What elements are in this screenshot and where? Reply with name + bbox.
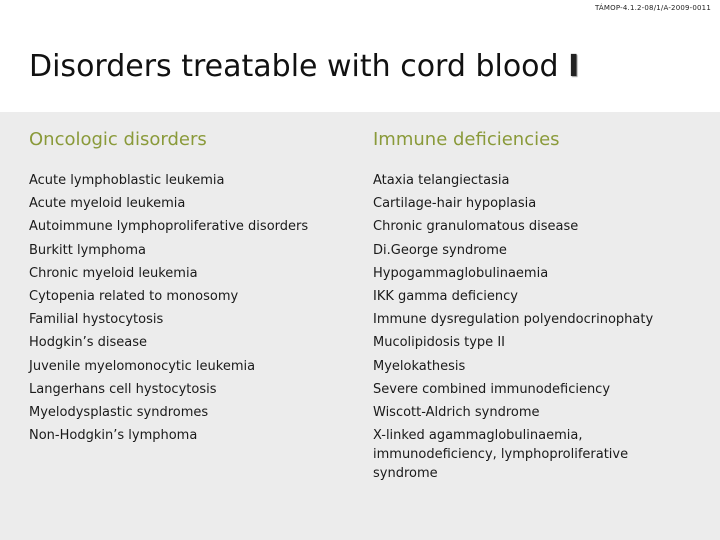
list-item: Chronic granulomatous disease bbox=[373, 219, 579, 235]
list-item: IKK gamma deficiency bbox=[373, 288, 518, 304]
list-item: Autoimmune lymphoproliferative disorders bbox=[29, 219, 309, 235]
list-item: Di.George syndrome bbox=[373, 242, 507, 258]
slide-title bbox=[29, 48, 579, 86]
list-item: Non-Hodgkin’s lymphoma bbox=[29, 428, 198, 444]
oncologic-disorders-heading: Oncologic disorders bbox=[29, 129, 207, 150]
list-item: Myelodysplastic syndromes bbox=[29, 404, 209, 420]
list-item: Ataxia telangiectasia bbox=[373, 173, 510, 188]
list-item: Acute myeloid leukemia bbox=[29, 196, 186, 212]
list-item: Cartilage-hair hypoplasia bbox=[373, 196, 537, 212]
immune-deficiencies-column bbox=[373, 125, 673, 487]
list-item: Juvenile myelomonocytic leukemia bbox=[29, 358, 256, 374]
list-item: Mucolipidosis type II bbox=[373, 335, 505, 351]
oncologic-disorders-column bbox=[29, 125, 349, 449]
list-item: Myelokathesis bbox=[373, 358, 466, 374]
list-item: Hypogammaglobulinaemia bbox=[373, 265, 549, 281]
list-item: Immune dysregulation polyendocrinophaty bbox=[373, 312, 654, 328]
oncologic-disorders-list bbox=[29, 171, 349, 445]
list-item: Langerhans cell hystocytosis bbox=[29, 381, 217, 397]
list-item: Hodgkin’s disease bbox=[29, 335, 148, 351]
project-code: TÁMOP-4.1.2-08/1/A-2009-0011 bbox=[595, 4, 711, 12]
immune-deficiencies-heading: Immune deficiencies bbox=[373, 129, 560, 150]
immune-deficiencies-list bbox=[373, 171, 673, 483]
list-item: Acute lymphoblastic leukemia bbox=[29, 173, 225, 188]
slide-title-text: Disorders treatable with cord blood bbox=[29, 49, 559, 84]
list-item: Wiscott-Aldrich syndrome bbox=[373, 404, 540, 420]
list-item: Severe combined immunodeficiency bbox=[373, 381, 611, 397]
list-item: Cytopenia related to monosomy bbox=[29, 288, 239, 304]
slide-title-numeral: I bbox=[568, 49, 580, 84]
list-item: Chronic myeloid leukemia bbox=[29, 265, 198, 281]
list-item: Burkitt lymphoma bbox=[29, 242, 147, 258]
list-item: Familial hystocytosis bbox=[29, 312, 164, 328]
slide-header bbox=[0, 0, 720, 112]
list-item: X-linked agammaglobulinaemia, immunodeficiency, lymphoproliferative syndrome bbox=[373, 428, 629, 482]
